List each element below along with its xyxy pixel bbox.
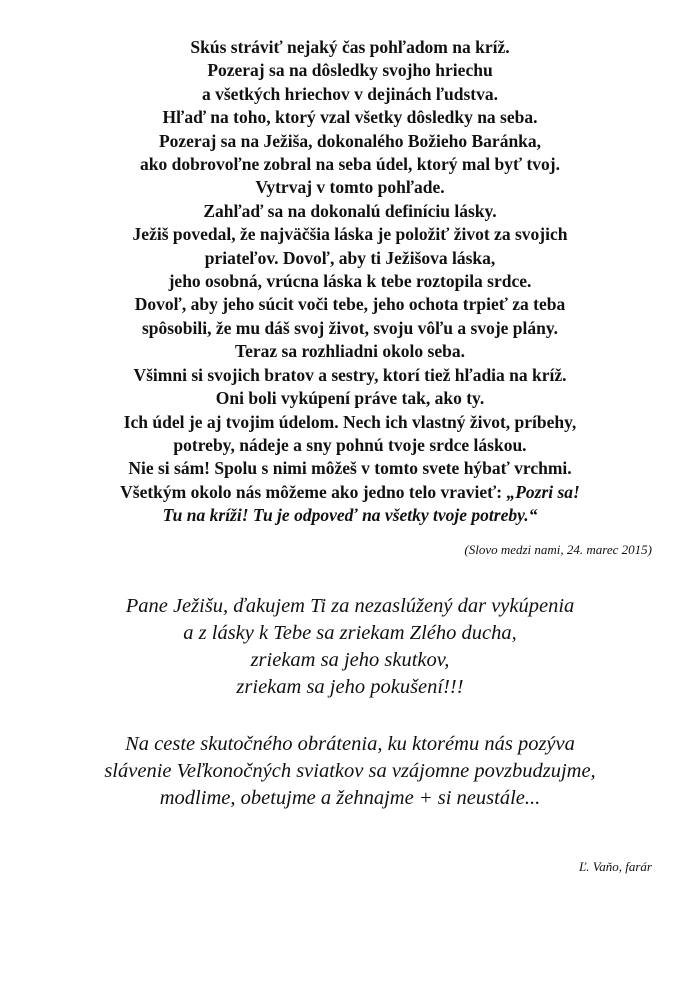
meditation-line: Všimni si svojich bratov a sestry, ktorí tiež hľadia na kríž. bbox=[133, 364, 567, 385]
meditation-final-line bbox=[40, 481, 660, 504]
meditation-line: Oni boli vykúpení práve tak, ako ty. bbox=[215, 388, 485, 409]
signature: Ľ. Vaňo, farár bbox=[579, 859, 652, 874]
meditation-line: potreby, nádeje a sny pohnú tvoje srdce láskou. bbox=[173, 434, 527, 455]
meditation-line: Vytrvaj v tomto pohľade. bbox=[255, 177, 445, 198]
prayer-text bbox=[40, 593, 660, 701]
final-line-prefix: Všetkým okolo nás môžeme ako jedno telo vravieť: bbox=[120, 481, 507, 502]
prayer-line: zriekam sa jeho skutkov, bbox=[250, 649, 450, 671]
prayer-line: a z lásky k Tebe sa zriekam Zlého ducha, bbox=[183, 622, 517, 644]
meditation-line: Pozeraj sa na dôsledky svojho hriechu bbox=[207, 60, 493, 81]
exhortation-line: slávenie Veľkonočných sviatkov sa vzájomne povzbudzujme, bbox=[104, 760, 596, 782]
meditation-line: a všetkých hriechov v dejinách ľudstva. bbox=[202, 83, 498, 104]
exhortation-line: Na ceste skutočného obrátenia, ku ktorému nás pozýva bbox=[125, 733, 575, 755]
meditation-line: Teraz sa rozhliadni okolo seba. bbox=[235, 341, 465, 362]
meditation-line: Pozeraj sa na Ježiša, dokonalého Božieho Baránka, bbox=[158, 130, 542, 151]
meditation-line: spôsobili, že mu dáš svoj život, svoju vôľu a svoje plány. bbox=[141, 317, 559, 338]
meditation-line: Zahľaď sa na dokonalú definíciu lásky. bbox=[203, 200, 497, 221]
meditation-line: ako dobrovoľne zobral na seba údel, ktorý mal byť tvoj. bbox=[139, 154, 561, 175]
meditation-text bbox=[40, 36, 660, 528]
prayer-line: zriekam sa jeho pokušení!!! bbox=[236, 676, 464, 698]
exhortation-line: modlime, obetujme a žehnajme + si neustále... bbox=[159, 787, 541, 809]
meditation-line: Ježiš povedal, že najväčšia láska je položiť život za svojich bbox=[132, 224, 568, 245]
meditation-line: Hľaď na toho, ktorý vzal všetky dôsledky na seba. bbox=[162, 107, 538, 128]
meditation-line: priateľov. Dovoľ, aby ti Ježišova láska, bbox=[204, 247, 496, 268]
meditation-line: Ich údel je aj tvojim údelom. Nech ich vlastný život, príbehy, bbox=[123, 411, 577, 432]
prayer-line: Pane Ježišu, ďakujem Ti za nezaslúžený dar vykúpenia bbox=[125, 595, 575, 617]
meditation-line: Skús stráviť nejaký čas pohľadom na kríž. bbox=[190, 37, 510, 57]
meditation-line: jeho osobná, vrúcna láska k tebe roztopila srdce. bbox=[168, 271, 532, 292]
exhortation-text bbox=[40, 731, 660, 812]
quote-start: „Pozri sa! bbox=[506, 481, 580, 502]
quote-end: Tu na kríži! Tu je odpoveď na všetky tvoje potreby.“ bbox=[162, 505, 538, 526]
source-citation: (Slovo medzi nami, 24. marec 2015) bbox=[464, 542, 652, 557]
meditation-line: Nie si sám! Spolu s nimi môžeš v tomto svete hýbať vrchmi. bbox=[128, 458, 572, 479]
meditation-line: Dovoľ, aby jeho súcit voči tebe, jeho ochota trpieť za teba bbox=[134, 294, 566, 315]
